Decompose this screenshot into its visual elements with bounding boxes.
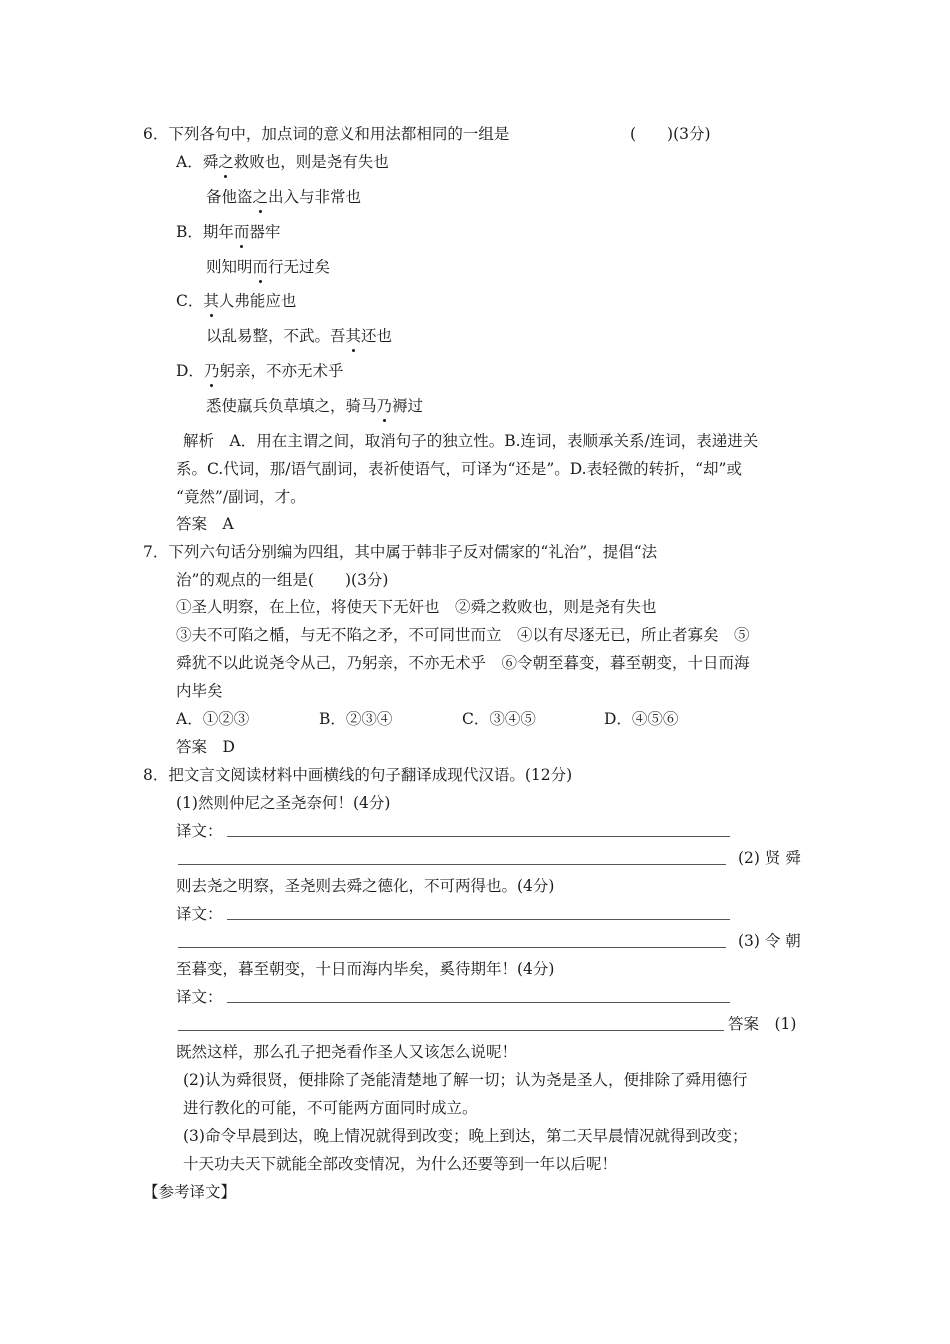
q6-option-c1: C．其人弗能应也 bbox=[176, 292, 297, 310]
emphasis-dot-char: 之 bbox=[252, 188, 269, 206]
q7-item-3: 舜犹不以此说尧令从己，乃躬亲，不亦无术乎 ⑥令朝至暮变，暮至朝变，十日而海 bbox=[176, 654, 750, 672]
q8-sentence-2-head: (2) 贤 舜 bbox=[738, 849, 801, 867]
q6-option-b2: 则知明而行无过矣 bbox=[206, 258, 331, 276]
emphasis-dot-char: 乃 bbox=[376, 397, 393, 415]
q7-item-2: ③夫不可陷之楯，与无不陷之矛，不可同世而立 ④以有尽逐无已，所止者寡矣 ⑤ bbox=[176, 626, 750, 644]
q7-choice-d: D．④⑤⑥ bbox=[604, 710, 679, 728]
q6-analysis-2: 系。C.代词，那/语气副词，表祈使语气，可译为“还是”。D.表轻微的转折，“却”或 bbox=[176, 460, 742, 478]
q8-sentence-1: (1)然则仲尼之圣尧奈何！(4分) bbox=[176, 794, 391, 812]
emphasis-dot-char: 乃 bbox=[203, 362, 220, 380]
q8-sentence-2: 则去尧之明察，圣尧则去舜之德化，不可两得也。(4分) bbox=[176, 877, 555, 895]
q6-option-d1: D．乃躬亲，不亦无术乎 bbox=[176, 362, 344, 380]
q6-option-b1: B．期年而器牢 bbox=[176, 223, 281, 241]
translation-answer-line[interactable] bbox=[227, 919, 730, 920]
q7-choice-b: B．②③④ bbox=[319, 710, 393, 728]
q8-sentence-3: 至暮变，暮至朝变，十日而海内毕矣，奚待期年！(4分) bbox=[176, 960, 555, 978]
q6-analysis-1: 解析 A．用在主谓之间，取消句子的独立性。B.连词，表顺承关系/连词，表递进关 bbox=[183, 432, 759, 450]
q7-choice-a: A．①②③ bbox=[176, 710, 250, 728]
q8-answer-3a: (3)命令早晨到达，晚上情况就得到改变；晚上到达，第二天早晨情况就得到改变； bbox=[183, 1127, 748, 1145]
q8-answer-label: 答案 (1) bbox=[728, 1015, 797, 1033]
q6-option-a1: A．舜之救败也，则是尧有失也 bbox=[176, 153, 389, 171]
q6-score: ( )(3分) bbox=[630, 125, 711, 143]
q8-answer-3b: 十天功夫天下就能全部改变情况，为什么还要等到一年以后呢！ bbox=[183, 1155, 618, 1173]
emphasis-dot-char: 其 bbox=[203, 292, 219, 310]
q7-answer: 答案 D bbox=[176, 738, 235, 756]
q8-answer-2b: 进行教化的可能，不可能两方面同时成立。 bbox=[183, 1099, 478, 1117]
translation-answer-line[interactable] bbox=[227, 836, 730, 837]
q7-stem-2: 治”的观点的一组是( )(3分) bbox=[176, 571, 389, 589]
q8-stem: 8．把文言文阅读材料中画横线的句子翻译成现代汉语。(12分) bbox=[143, 766, 573, 784]
translation-answer-line[interactable] bbox=[178, 947, 726, 948]
q7-item-4: 内毕矣 bbox=[176, 682, 223, 700]
reference-translation-heading: 【参考译文】 bbox=[143, 1183, 237, 1201]
q8-translation-label-1: 译文： bbox=[176, 822, 223, 840]
translation-answer-line[interactable] bbox=[178, 1030, 724, 1031]
emphasis-dot-char: 而 bbox=[233, 223, 250, 241]
q6-stem: 6．下列各句中，加点词的意义和用法都相同的一组是 bbox=[143, 125, 510, 143]
q6-answer: 答案 A bbox=[176, 515, 234, 533]
q7-stem-1: 7．下列六句话分别编为四组，其中属于韩非子反对儒家的“礼治”，提倡“法 bbox=[143, 543, 658, 561]
q7-choice-c: C．③④⑤ bbox=[462, 710, 536, 728]
emphasis-dot-char: 其 bbox=[345, 327, 362, 345]
q7-item-1: ①圣人明察，在上位，将使天下无奸也 ②舜之救败也，则是尧有失也 bbox=[176, 598, 657, 616]
translation-answer-line[interactable] bbox=[178, 864, 726, 865]
emphasis-dot-char: 之 bbox=[218, 153, 234, 171]
q6-analysis-3: “竟然”/副词，才。 bbox=[176, 488, 306, 506]
q8-sentence-3-head: (3) 令 朝 bbox=[738, 932, 801, 950]
q6-option-c2: 以乱易整，不武。吾其还也 bbox=[206, 327, 393, 345]
emphasis-dot-char: 而 bbox=[252, 258, 269, 276]
q8-translation-label-3: 译文： bbox=[176, 988, 223, 1006]
q8-translation-label-2: 译文： bbox=[176, 905, 223, 923]
q6-option-d2: 悉使羸兵负草填之，骑马乃褥过 bbox=[206, 397, 424, 415]
q8-answer-1: 既然这样，那么孔子把尧看作圣人又该怎么说呢！ bbox=[176, 1043, 518, 1061]
q6-option-a2: 备他盗之出入与非常也 bbox=[206, 188, 362, 206]
translation-answer-line[interactable] bbox=[227, 1002, 730, 1003]
q8-answer-2a: (2)认为舜很贤，便排除了尧能清楚地了解一切；认为尧是圣人，便排除了舜用德行 bbox=[183, 1071, 748, 1089]
